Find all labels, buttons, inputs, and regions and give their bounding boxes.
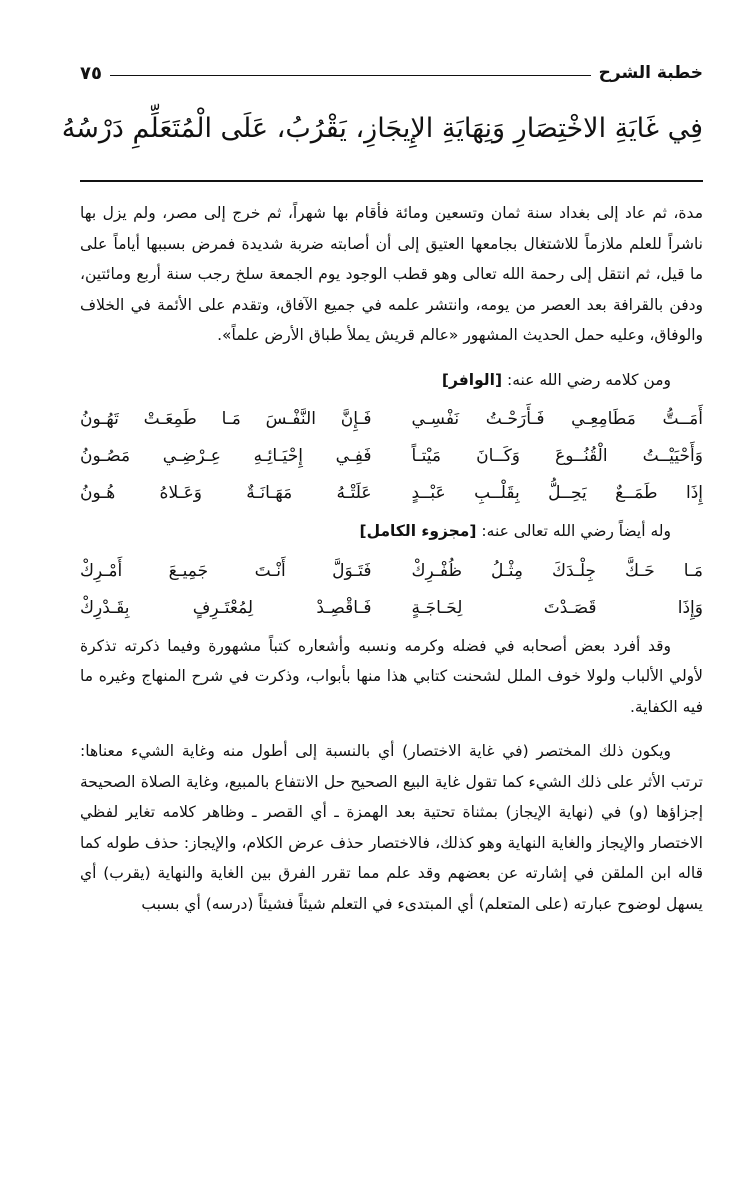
poem2-meter: [مجزوء الكامل] [359, 522, 477, 540]
commentary-body [80, 198, 703, 919]
header-rule [110, 75, 591, 76]
commentary-paragraph: ويكون ذلك المختصر (في غاية الاختصار) أي بالنسبة إلى أطول منه وغاية الشيء معناها: ترتب الأثر على ذلك الشيء كما تقول غاية البيع الصحيح حل الانتفاع بالمبيع، وغاية الصلاة الصحيحة إجزاؤها (و) في (نهاية الإيجاز) بمثناة تحتية بعد الهمزة ـ أي القصر ـ وظاهر كلامه تغاير لفظي الاختصار والإيجاز والغاية النهاية وهو كذلك، فالاختصار حذف عرض الكلام، والإيجاز: حذف طوله كما قاله ابن الملقن في إشارته عن بعضهم وقد علم مما تقرر الفرق بين الغاية والنهاية (يقرب) أي يسهل لوضوح عبارته (على المتعلم) أي المبتدىء في التعلم شيئاً فشيئاً (درسه) أي بسبب [80, 742, 703, 913]
matn-text: فِي غَايَةِ الاخْتِصَارِ وَنِهَايَةِ الإِيجَازِ، يَقْرُبُ، عَلَى الْمُتَعَلِّمِ دَرْسُهُ [61, 113, 703, 144]
poem1-intro-text: ومن كلامه رضي الله عنه: [506, 370, 671, 389]
poem2-verse1-second: فَتَـوَلَّ أَنْـتَ جَمِيـعَ أَمْـرِكْ [80, 560, 372, 581]
poem1-verse1-second: فَـإِنَّ النَّفْـسَ مَـا طَمِعَـتْ تَهُـونُ [80, 409, 372, 429]
poem2-intro-text: وله أيضاً رضي الله تعالى عنه: [481, 522, 671, 540]
poem1-meter: [الوافر] [441, 370, 503, 389]
poem1-verse2-second: فَفِـي إِحْيَـائِـهِ عِـرْضِـي مَصُـونُ [80, 446, 372, 466]
page-number: ٧٥ [80, 62, 102, 84]
poem1-verse2-first: وَأَحْيَيْــتُ الْقُنُــوعَ وَكَــانَ مَيْتـاً [411, 446, 703, 466]
poem1-verse3-first: إِذَا طَمَــعٌ يَحِــلُّ بِقَلْــبِ عَبْــدٍ [411, 483, 703, 503]
closing-paragraph: وقد أفرد بعض أصحابه في فضله وكرمه ونسبه وأشعاره كتباً مشهورة وفيما ذكرته تذكرة لأولي الألباب ولولا خوف الملل لشحنت كتابي هذا منها بأبواب، وذكرت في شرح المنهاج وغيره ما فيه الكفاية. [80, 636, 703, 716]
poem2-verse2-first: وَإِذَا قَصَـدْتَ لِحَـاجَـةٍ [411, 597, 703, 618]
poem2-verse1-first: مَـا حَـكَّ جِلْـدَكَ مِثْـلُ ظُفْـرِكْ [411, 560, 703, 581]
poem2 [80, 553, 703, 627]
poem1-intro [80, 365, 703, 396]
matn-divider [80, 180, 703, 182]
chapter-title: خطبة الشرح [598, 63, 703, 83]
poem2-intro [80, 516, 703, 547]
poem1-verse1-first: أَمَــتُّ مَطَامِعِـي فَـأَرَحْـتُ نَفْسِـي [411, 409, 703, 429]
poem2-verse2-second: فَـاقْصِـدْ لِمُعْتَـرِفٍ بِقَـدْرِكْ [80, 597, 372, 618]
poem1 [80, 401, 703, 512]
bio-paragraph: مدة، ثم عاد إلى بغداد سنة ثمان وتسعين ومائة فأقام بها شهراً، ثم خرج إلى مصر، ولم يزل بها ناشراً للعلم ملازماً للاشتغال بجامعها العتيق إلى أن أصابته ضربة شديدة فمرض بسببها أياماً على ما قيل، ثم انتقل إلى رحمة الله تعالى وهو قطب الوجود يوم الجمعة سلخ رجب سنة أربع ومائتين، ودفن بالقرافة بعد العصر من يومه، وانتشر علمه في جميع الآفاق، وتقدم على الأئمة في الخلاف والوفاق، وعليه حمل الحديث المشهور «عالم قريش يملأ طباق الأرض علماً». [80, 204, 703, 344]
poem1-verse3-second: عَلَتْـهُ مَهَـانَـةٌ وَعَـلاهُ هُـونُ [80, 483, 372, 503]
running-header [80, 58, 703, 88]
